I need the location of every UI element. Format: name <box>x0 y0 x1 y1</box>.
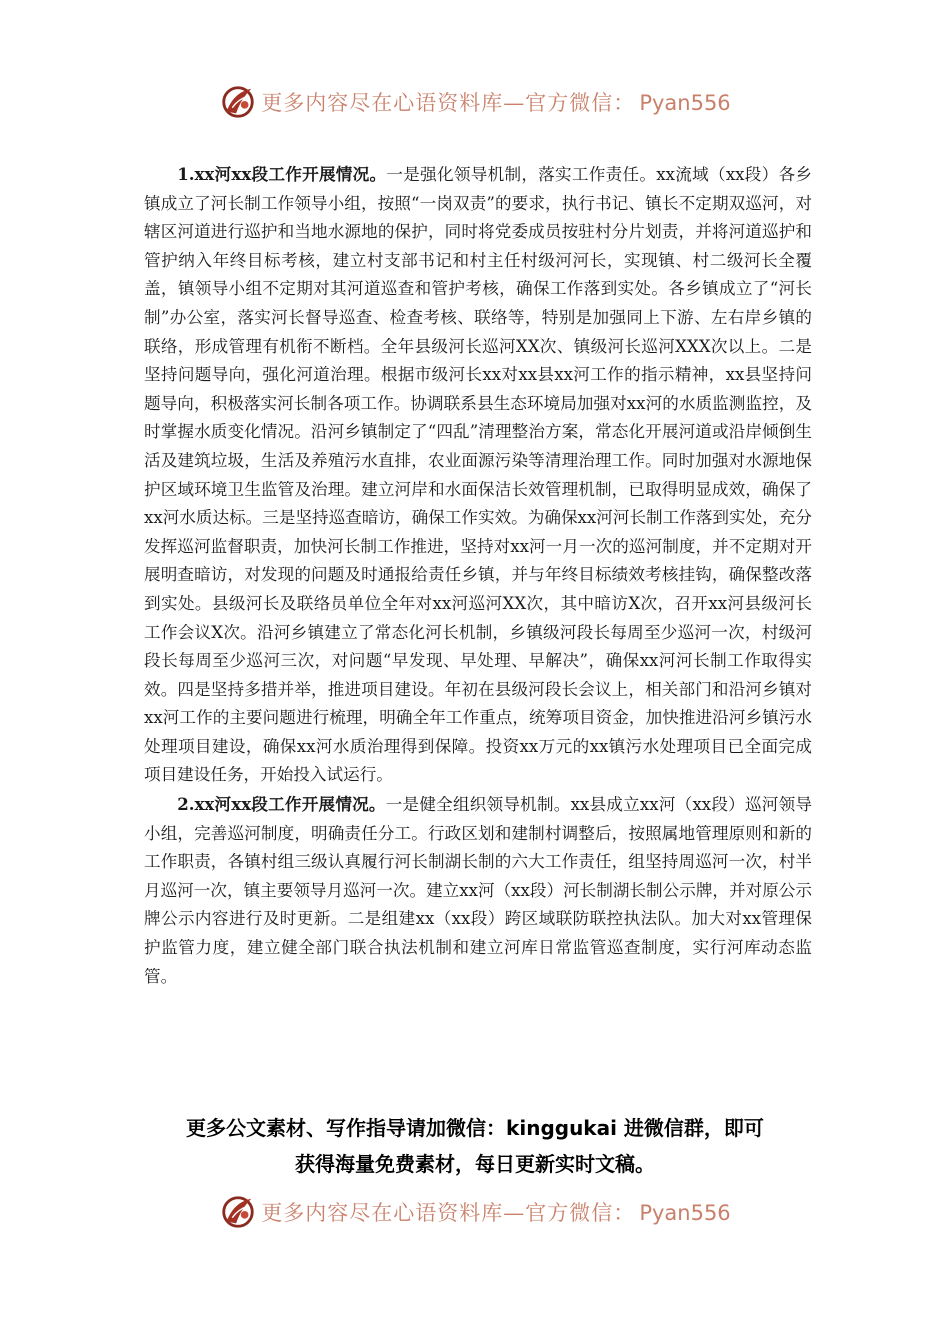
promo-line-1: 更多公文素材、写作指导请加微信：kinggukai 进微信群，即可 <box>186 1116 764 1140</box>
logo-icon <box>219 83 257 121</box>
logo-icon <box>219 1193 257 1231</box>
paragraph-heading: 2.xx河xx段工作开展情况。 <box>177 794 386 815</box>
paragraph-2 <box>144 790 812 991</box>
promo-note <box>100 1110 850 1182</box>
paragraph-text: 一是健全组织领导机制。xx县成立xx河（xx段）巡河领导小组，完善巡河制度，明确责任分工。行政区划和建制村调整后，按照属地管理原则和新的工作职责，各镇村组三级认真履行河长制湖长制的六大工作责任，组坚持周巡河一次，村半月巡河一次，镇主要领导月巡河一次。建立xx河（xx段）河长制湖长制公示牌，并对原公示牌公示内容进行及时更新。二是组建xx（xx段）跨区域联防联控执法队。加大对xx管理保护监管力度，建立健全部门联合执法机制和建立河库日常监管巡查制度，实行河库动态监管。 <box>144 795 812 986</box>
banner-text: 更多内容尽在心语资料库—官方微信： Pyan556 <box>261 1201 731 1225</box>
header-banner <box>0 80 950 124</box>
footer-banner <box>0 1190 950 1234</box>
promo-line-2: 获得海量免费素材，每日更新实时文稿。 <box>295 1152 655 1176</box>
banner-text: 更多内容尽在心语资料库—官方微信： Pyan556 <box>261 91 731 115</box>
paragraph-text: 一是强化领导机制，落实工作责任。xx流域（xx段）各乡镇成立了河长制工作领导小组，按照“一岗双责”的要求，执行书记、镇长不定期双巡河，对辖区河道进行巡护和当地水源地的保护，同时将党委成员按驻村分片划责，并将河道巡护和管护纳入年终目标考核，建立村支部书记和村主任村级河河长，实现镇、村二级河长全覆盖，镇领导小组不定期对其河道巡查和管护考核，确保工作落到实处。各乡镇成立了“河长制”办公室，落实河长督导巡查、检查考核、联络等，特别是加强同上下游、左右岸乡镇的联络，形成管理有机衔不断档。全年县级河长巡河XX次、镇级河长巡河XXX次以上。二是坚持问题导向，强化河道治理。根据市级河长xx对xx县xx河工作的指示精神，xx县坚持问题导向，积极落实河长制各项工作。协调联系县生态环境局加强对xx河的水质监测监控，及时掌握水质变化情况。沿河乡镇制定了“四乱”清理整治方案，常态化开展河道或沿岸倾倒生活及建筑垃圾，生活及养殖污水直排，农业面源污染等清理治理工作。同时加强对水源地保护区域环境卫生监管及治理。建立河岸和水面保洁长效管理机制，已取得明显成效，确保了xx河水质达标。三是坚持巡查暗访，确保工作实效。为确保xx河河长制工作落到实处，充分发挥巡河监督职责，加快河长制工作推进，坚持对xx河一月一次的巡河制度，并不定期对开展明查暗访，对发现的问题及时通报给责任乡镇，并与年终目标绩效考核挂钩，确保整改落到实处。县级河长及联络员单位全年对xx河巡河XX次，其中暗访X次，召开xx河县级河长工作会议X次。沿河乡镇建立了常态化河长机制，乡镇级河段长每周至少巡河一次，村级河段长每周至少巡河三次，对问题“早发现、早处理、早解决”，确保xx河河长制工作取得实效。四是坚持多措并举，推进项目建设。年初在县级河段长会议上，相关部门和沿河乡镇对xx河工作的主要问题进行梳理，明确全年工作重点，统筹项目资金，加快推进沿河乡镇污水处理项目建设，确保xx河水质治理得到保障。投资xx万元的xx镇污水处理项目已全面完成项目建设任务，开始投入试运行。 <box>144 165 812 785</box>
paragraph-1 <box>144 160 812 790</box>
paragraph-heading: 1.xx河xx段工作开展情况。 <box>177 164 387 184</box>
document-body <box>144 160 812 991</box>
